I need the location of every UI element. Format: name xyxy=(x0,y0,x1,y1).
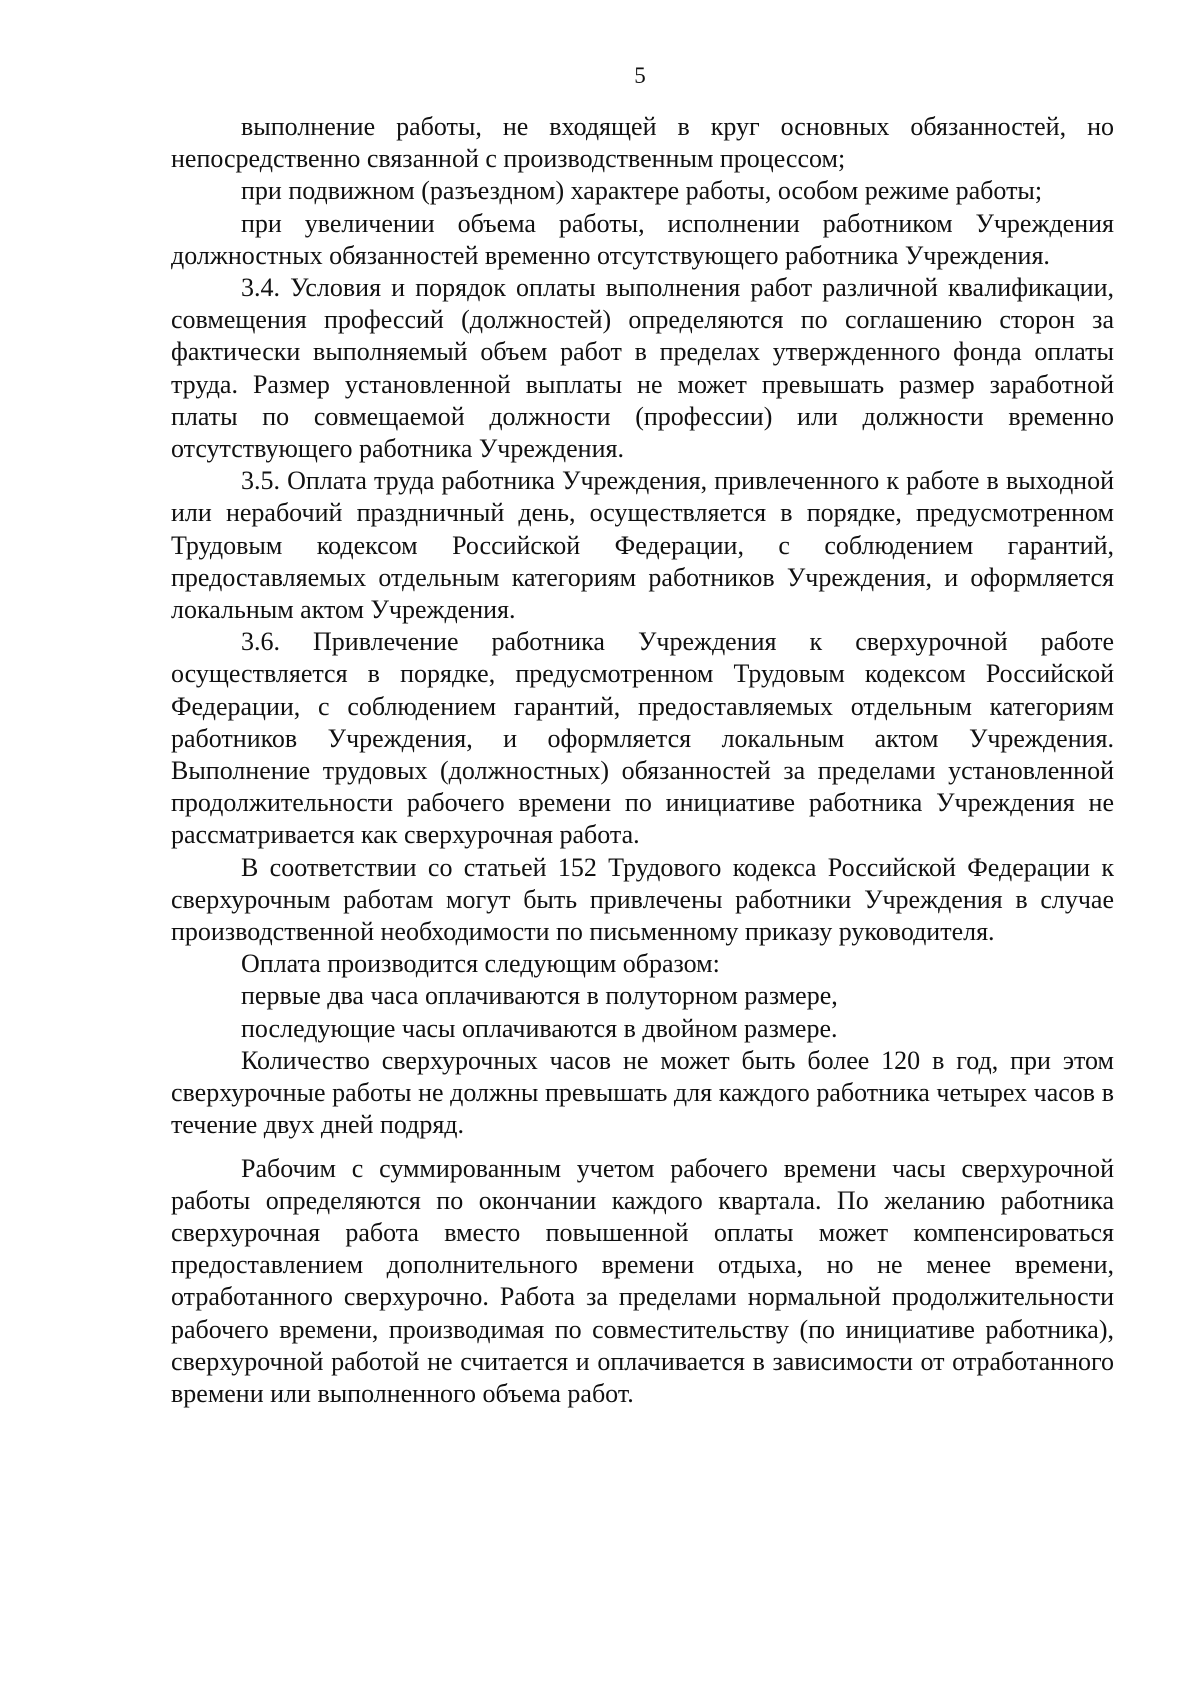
paragraph-summarized-accounting: Рабочим с суммированным учетом рабочего времени часы сверхурочной работы определяются по окончании каждого квартала. По желанию работника сверхурочная работа вместо повышенной оплаты может компенсироваться предоставлением дополнительного времени отдыха, но не менее времени, отработанного сверхурочно. Работа за пределами нормальной продолжительности рабочего времени, производимая по совместительству (по инициативе работника), сверхурочной работой не считается и оплачивается в зависимости от отработанного времени или выполненного объема работ. xyxy=(171,1153,1114,1408)
paragraph-increased-volume: при увеличении объема работы, исполнении работником Учреждения должностных обязанностей временно отсутствующего работника Учреждения. xyxy=(171,208,1114,270)
document-body xyxy=(171,111,1114,1410)
paragraph-first-two-hours: первые два часа оплачиваются в полуторном размере, xyxy=(241,981,838,1011)
paragraph-overtime-limit: Количество сверхурочных часов не может быть более 120 в год, при этом сверхурочные работы не должны превышать для каждого работника четырех часов в течение двух дней подряд. xyxy=(171,1045,1114,1140)
paragraph-3-6: 3.6. Привлечение работника Учреждения к сверхурочной работе осуществляется в порядке, предусмотренном Трудовым кодексом Российской Федерации, с соблюдением гарантий, предоставляемых отдельным категориям работников Учреждения, и оформляется локальным актом Учреждения. Выполнение трудовых (должностных) обязанностей за пределами установленной продолжительности рабочего времени по инициативе работника Учреждения не рассматривается как сверхурочная работа. xyxy=(171,627,1114,850)
paragraph-payment-method: Оплата производится следующим образом: xyxy=(241,949,720,979)
paragraph-subsequent-hours: последующие часы оплачиваются в двойном размере. xyxy=(241,1013,838,1043)
paragraph-3-5: 3.5. Оплата труда работника Учреждения, привлеченного к работе в выходной или нерабочий праздничный день, осуществляется в порядке, предусмотренном Трудовым кодексом Российской Федерации, с соблюдением гарантий, предоставляемых отдельным категориям работников Учреждения, и оформляется локальным актом Учреждения. xyxy=(171,466,1114,625)
paragraph-mobile-work: при подвижном (разъездном) характере работы, особом режиме работы; xyxy=(241,176,1043,206)
paragraph-3-4: 3.4. Условия и порядок оплаты выполнения работ различной квалификации, совмещения профессий (должностей) определяются по соглашению сторон за фактически выполняемый объем работ в пределах утвержденного фонда оплаты труда. Размер установленной выплаты не может превышать размер заработной платы по совмещаемой должности (профессии) или должности временно отсутствующего работника Учреждения. xyxy=(171,273,1114,464)
paragraph-work-outside-duties: выполнение работы, не входящей в круг основных обязанностей, но непосредственно связанной с производственным процессом; xyxy=(171,112,1114,174)
paragraph-article-152: В соответствии со статьей 152 Трудового кодекса Российской Федерации к сверхурочным работам могут быть привлечены работники Учреждения в случае производственной необходимости по письменному приказу руководителя. xyxy=(171,852,1114,947)
page-number: 5 xyxy=(634,63,646,88)
